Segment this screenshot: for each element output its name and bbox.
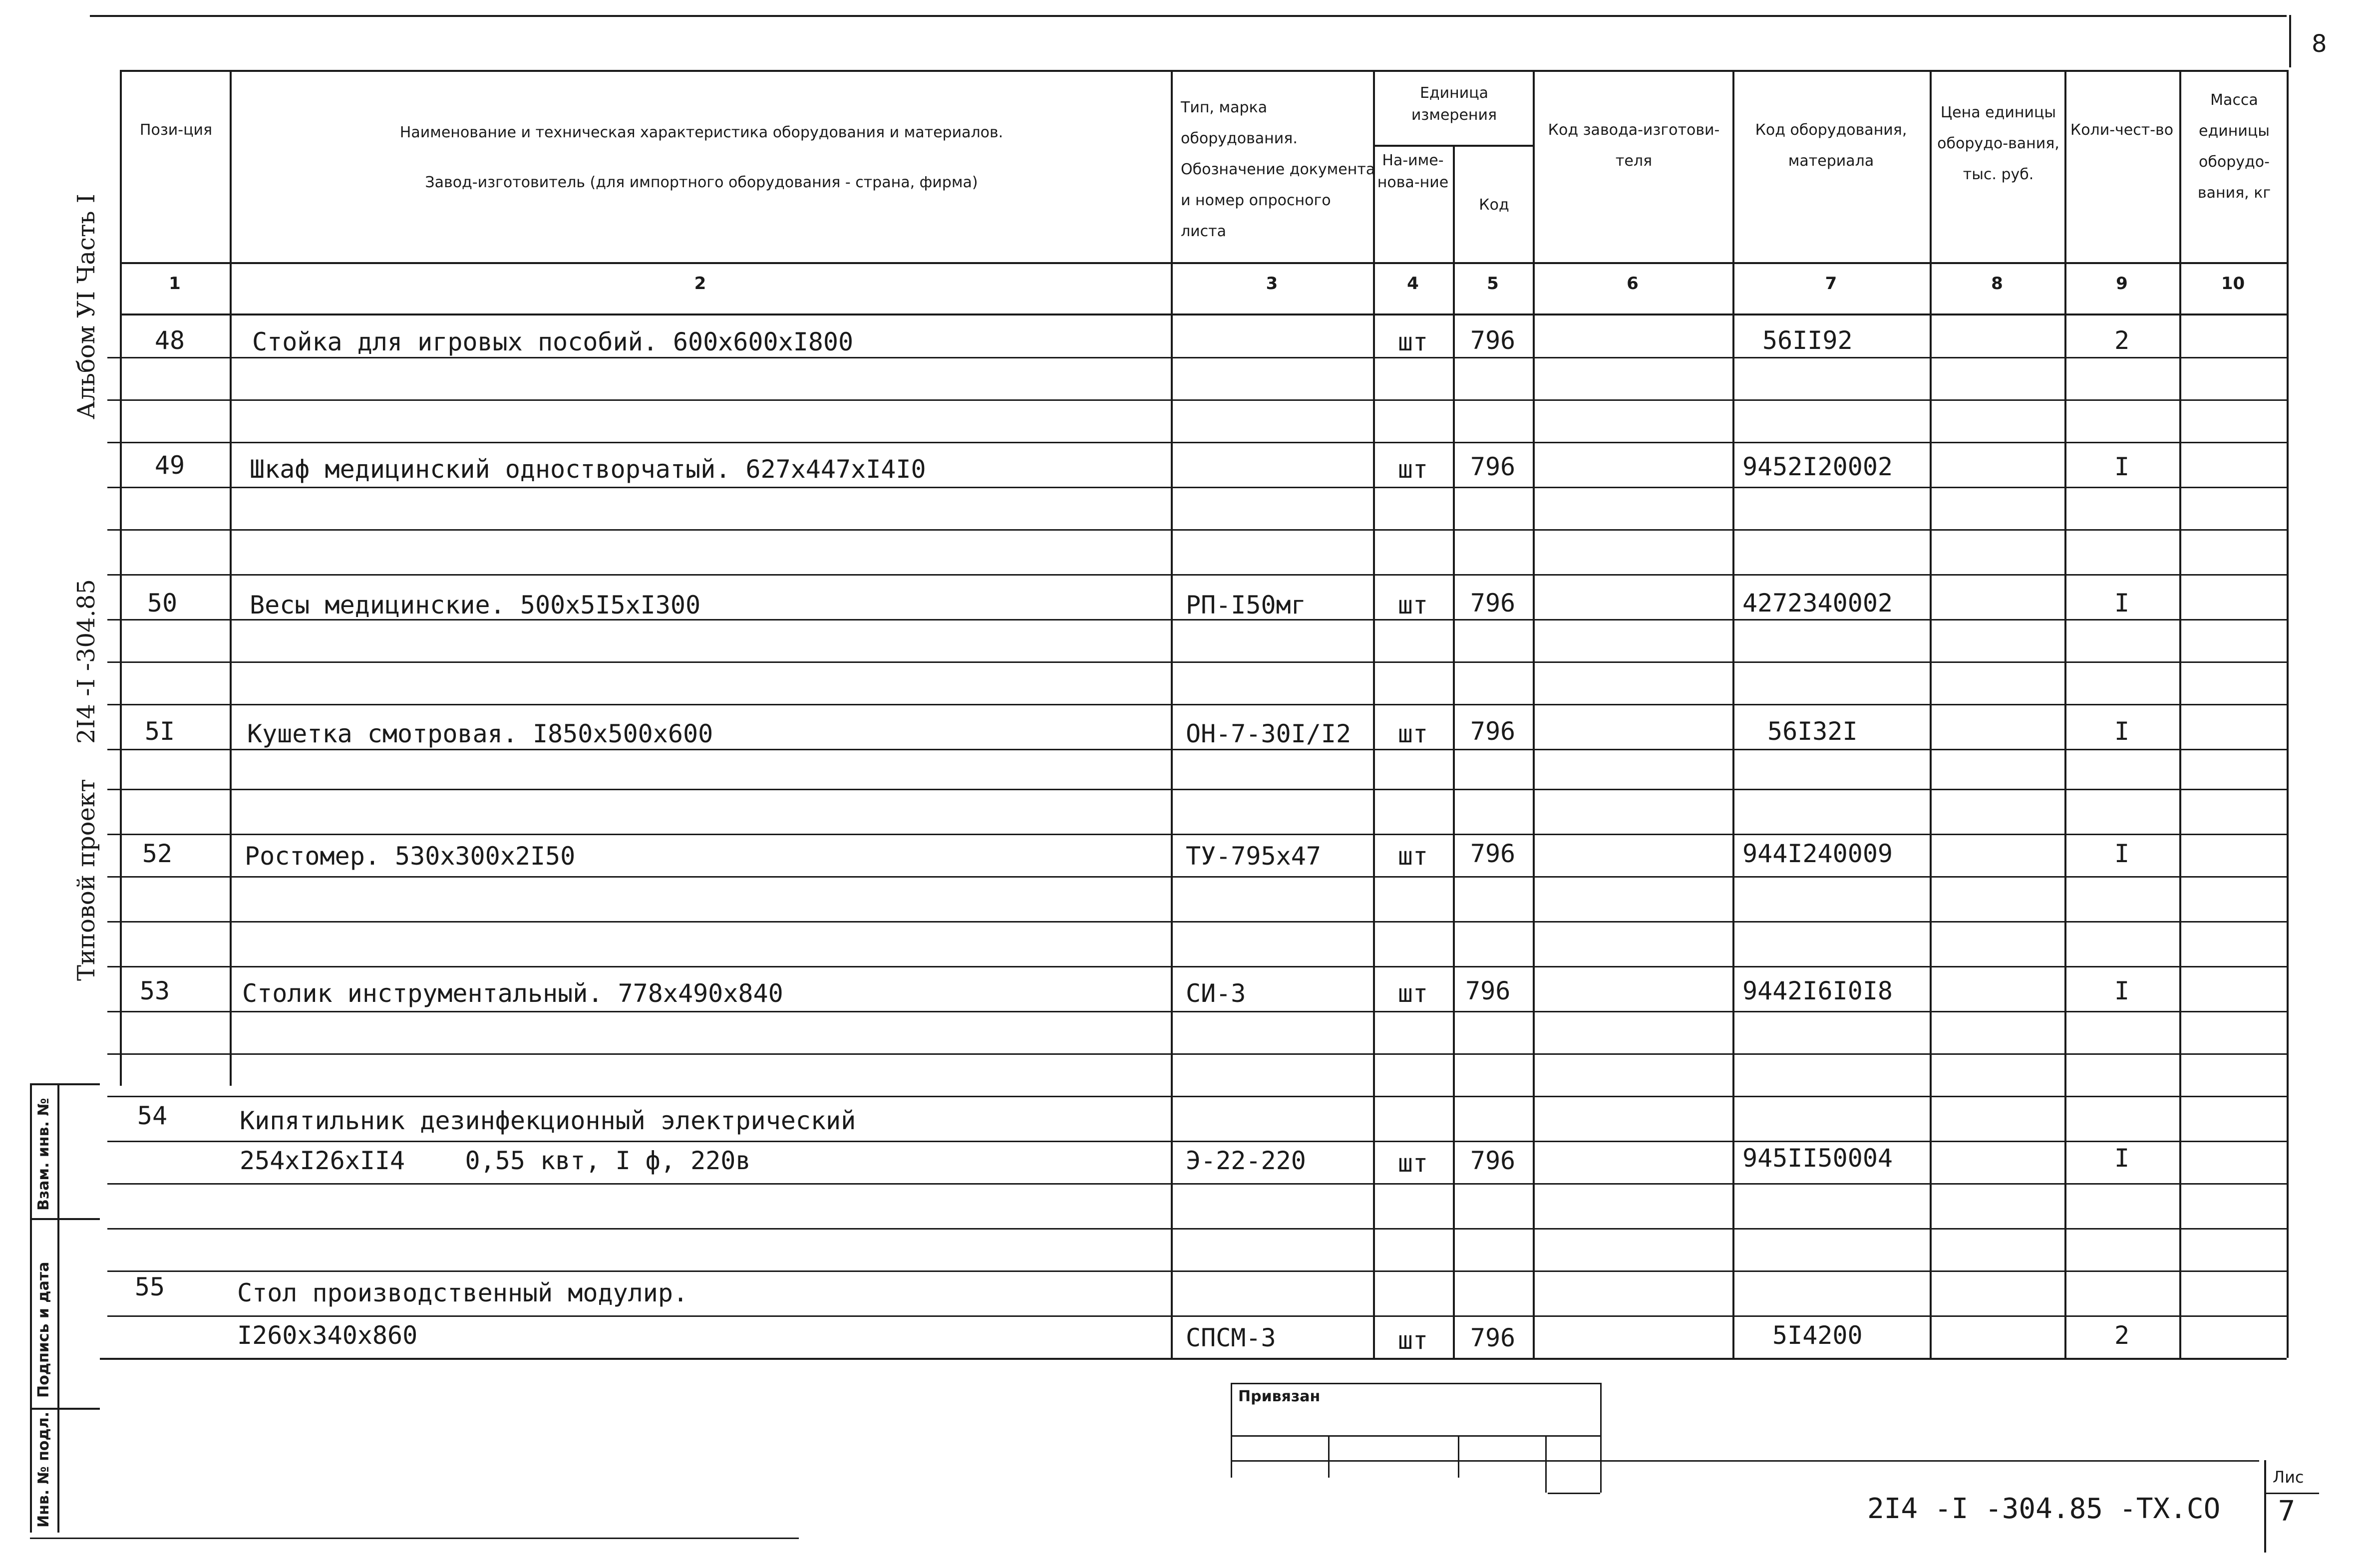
header-type: Тип, марка оборудования. Обозначение документа и номер опросного листа <box>1181 99 1375 240</box>
colnum-4: 4 <box>1407 274 1419 294</box>
stamp-box-line <box>1231 1460 2259 1462</box>
row-unit-code: 796 <box>1470 839 1516 868</box>
row-line <box>107 574 2287 576</box>
row-unit-code: 796 <box>1465 976 1511 1005</box>
row-position: 54 <box>137 1101 168 1130</box>
stamp-line <box>30 1083 100 1085</box>
stamp-left-line <box>30 1083 32 1533</box>
footer-doc-suffix: -ТХ.СО <box>2119 1493 2221 1525</box>
row-position: 5I <box>144 717 175 746</box>
row-unit-code: 796 <box>1470 717 1516 746</box>
row-type: СИ-3 <box>1186 979 1246 1008</box>
colnum-8: 8 <box>1991 274 2003 294</box>
sheet-box-line <box>2264 1493 2319 1494</box>
col-line <box>1533 70 1535 1358</box>
col-line <box>1930 70 1932 1358</box>
table-top-line <box>120 70 2287 72</box>
row-code: 9442I6I0I8 <box>1742 976 1893 1005</box>
row-type: РП-I50мг <box>1186 591 1306 620</box>
header-quantity: Коли-чест-во <box>2070 121 2174 139</box>
row-unit: шт <box>1397 591 1428 620</box>
row-line <box>107 487 2287 488</box>
header-plant-code: Код завода-изготови-теля <box>1548 121 1720 170</box>
row-position: 50 <box>147 589 178 618</box>
colnum-bottom-line <box>120 314 2287 315</box>
row-unit: шт <box>1397 455 1428 484</box>
row-code: 944I240009 <box>1742 839 1893 868</box>
row-line <box>107 1141 2287 1142</box>
row-code: 4272340002 <box>1742 589 1893 618</box>
colnum-6: 6 <box>1627 274 1639 294</box>
row-line <box>107 1228 2287 1230</box>
stamp-box-line <box>1231 1383 1232 1478</box>
stamp-box-line <box>1600 1383 1602 1493</box>
colnum-9: 9 <box>2116 274 2128 294</box>
row-position: 49 <box>154 451 185 480</box>
sheet-number-divider <box>2289 15 2291 67</box>
row-line <box>107 749 2287 750</box>
row-line <box>107 789 2287 790</box>
row-line <box>107 399 2287 401</box>
col-line <box>230 70 232 1086</box>
row-unit-code: 796 <box>1470 1146 1516 1175</box>
colnum-7: 7 <box>1825 274 1837 294</box>
header-unit-group: Единица измерения <box>1411 84 1497 124</box>
row-unit: шт <box>1397 327 1428 356</box>
stamp-signature-label: Подпись и дата <box>35 1261 52 1398</box>
stamp-orig-label: Инв. № подл. <box>35 1411 52 1528</box>
row-line <box>107 921 2287 923</box>
side-project-code: 2I4 -I -304.85 <box>72 579 100 744</box>
row-name: Весы медицинские. 500х5I5хI300 <box>250 591 701 620</box>
row-position: 48 <box>154 326 185 355</box>
row-line <box>107 966 2287 967</box>
row-quantity: I <box>2114 589 2130 618</box>
row-line <box>107 1011 2287 1012</box>
row-name-line2: I260х340х860 <box>237 1321 418 1350</box>
row-name-line2: 254хI26хII4 0,55 квт, I ф, 220в <box>240 1146 751 1175</box>
header-unit-code: Код <box>1479 196 1509 214</box>
header-unit-name: На-име-нова-ние <box>1377 152 1449 191</box>
colnum-1: 1 <box>169 274 181 294</box>
colnum-2: 2 <box>694 274 706 294</box>
row-line <box>107 1053 2287 1055</box>
row-unit-code: 796 <box>1470 452 1516 481</box>
colnum-3: 3 <box>1266 274 1278 294</box>
header-name-line2: Завод-изготовитель (для импортного оборудования - страна, фирма) <box>425 174 978 191</box>
col-line <box>2179 70 2181 1358</box>
stamp-line <box>30 1408 100 1410</box>
row-line <box>107 834 2287 835</box>
header-position: Пози-ция <box>139 121 213 139</box>
row-quantity: I <box>2114 839 2130 868</box>
sheet-box-line <box>2264 1460 2266 1553</box>
row-name: Стойка для игровых пособий. 600х600хI800 <box>252 327 854 356</box>
side-typical-label: Типовой проект <box>72 779 100 981</box>
row-quantity: I <box>2114 717 2130 746</box>
row-line <box>107 876 2287 878</box>
side-album-label: Альбом УI Часть I <box>72 194 100 419</box>
row-unit: шт <box>1397 719 1428 748</box>
stamp-box-line <box>1458 1435 1459 1478</box>
col-line <box>1732 70 1734 1358</box>
bound-label: Привязан <box>1238 1388 1321 1405</box>
row-name: Ростомер. 530х300х2I50 <box>245 842 576 871</box>
col-line <box>2287 70 2289 1358</box>
row-name: Шкаф медицинский одностворчатый. 627х447хI4I0 <box>250 455 926 484</box>
header-mass: Масса единицы оборудо-вания, кг <box>2197 91 2271 202</box>
row-type: ТУ-795х47 <box>1186 842 1321 871</box>
colnum-10: 10 <box>2221 274 2245 294</box>
row-code: 56I32I <box>1767 717 1858 746</box>
row-quantity: I <box>2114 976 2130 1005</box>
header-bottom-line <box>120 262 2287 264</box>
colnum-5: 5 <box>1487 274 1499 294</box>
stamp-box-line <box>1231 1383 1600 1384</box>
bottom-line <box>30 1538 799 1539</box>
row-code: 56II92 <box>1762 326 1853 355</box>
row-unit-code: 796 <box>1470 1323 1516 1352</box>
stamp-mid-line <box>57 1083 59 1533</box>
header-price: Цена единицы оборудо-вания, тыс. руб. <box>1937 104 2059 183</box>
row-line <box>107 442 2287 443</box>
row-name: Столик инструментальный. 778х490х840 <box>242 979 783 1008</box>
footer-doc-code: 2I4 -I -304.85 <box>1867 1493 2103 1525</box>
stamp-box-line <box>1328 1435 1330 1478</box>
col-line <box>120 70 122 1086</box>
header-name-line1: Наименование и техническая характеристика оборудования и материалов. <box>399 124 1004 141</box>
header-equipment-code: Код оборудования, материала <box>1755 121 1907 170</box>
row-unit-code: 796 <box>1470 589 1516 618</box>
row-quantity: 2 <box>2114 326 2130 355</box>
stamp-box-line <box>1545 1435 1547 1493</box>
sheet-number: 7 <box>2278 1495 2296 1528</box>
stamp-inv-label: Взам. инв. № <box>35 1098 52 1211</box>
sheet-label: Лис <box>2273 1468 2304 1487</box>
row-line <box>107 1183 2287 1185</box>
row-quantity: I <box>2114 452 2130 481</box>
stamp-box-line <box>1548 1493 1600 1494</box>
row-code: 9452I20002 <box>1742 452 1893 481</box>
row-line <box>107 704 2287 705</box>
row-type: СПСМ-3 <box>1186 1323 1276 1352</box>
sheet-top-number: 8 <box>2312 30 2327 58</box>
row-unit: шт <box>1397 1149 1428 1178</box>
col-line <box>1171 70 1173 1358</box>
row-unit: шт <box>1397 842 1428 871</box>
table-bottom-line <box>100 1358 2287 1360</box>
row-line <box>107 1315 2287 1317</box>
row-code: 5I4200 <box>1772 1321 1863 1350</box>
row-line <box>107 529 2287 531</box>
row-line <box>107 1270 2287 1272</box>
row-type: ОН-7-30I/I2 <box>1186 719 1352 748</box>
row-unit: шт <box>1397 979 1428 1008</box>
row-name: Кипятильник дезинфекционный электрический <box>240 1106 856 1135</box>
row-unit-code: 796 <box>1470 326 1516 355</box>
row-position: 52 <box>142 839 173 868</box>
row-unit: шт <box>1397 1326 1428 1355</box>
row-quantity: I <box>2114 1144 2130 1173</box>
row-line <box>107 1096 2287 1097</box>
top-border-line <box>90 15 2287 17</box>
row-line <box>107 357 2287 358</box>
stamp-line <box>30 1218 100 1220</box>
stamp-box-line <box>1231 1435 1600 1437</box>
row-position: 55 <box>134 1272 165 1301</box>
row-name: Стол производственный модулир. <box>237 1278 688 1307</box>
row-quantity: 2 <box>2114 1321 2130 1350</box>
row-position: 53 <box>139 976 170 1005</box>
row-code: 945II50004 <box>1742 1144 1893 1173</box>
row-type: Э-22-220 <box>1186 1146 1306 1175</box>
row-line <box>107 661 2287 663</box>
row-name: Кушетка смотровая. I850х500х600 <box>247 719 713 748</box>
